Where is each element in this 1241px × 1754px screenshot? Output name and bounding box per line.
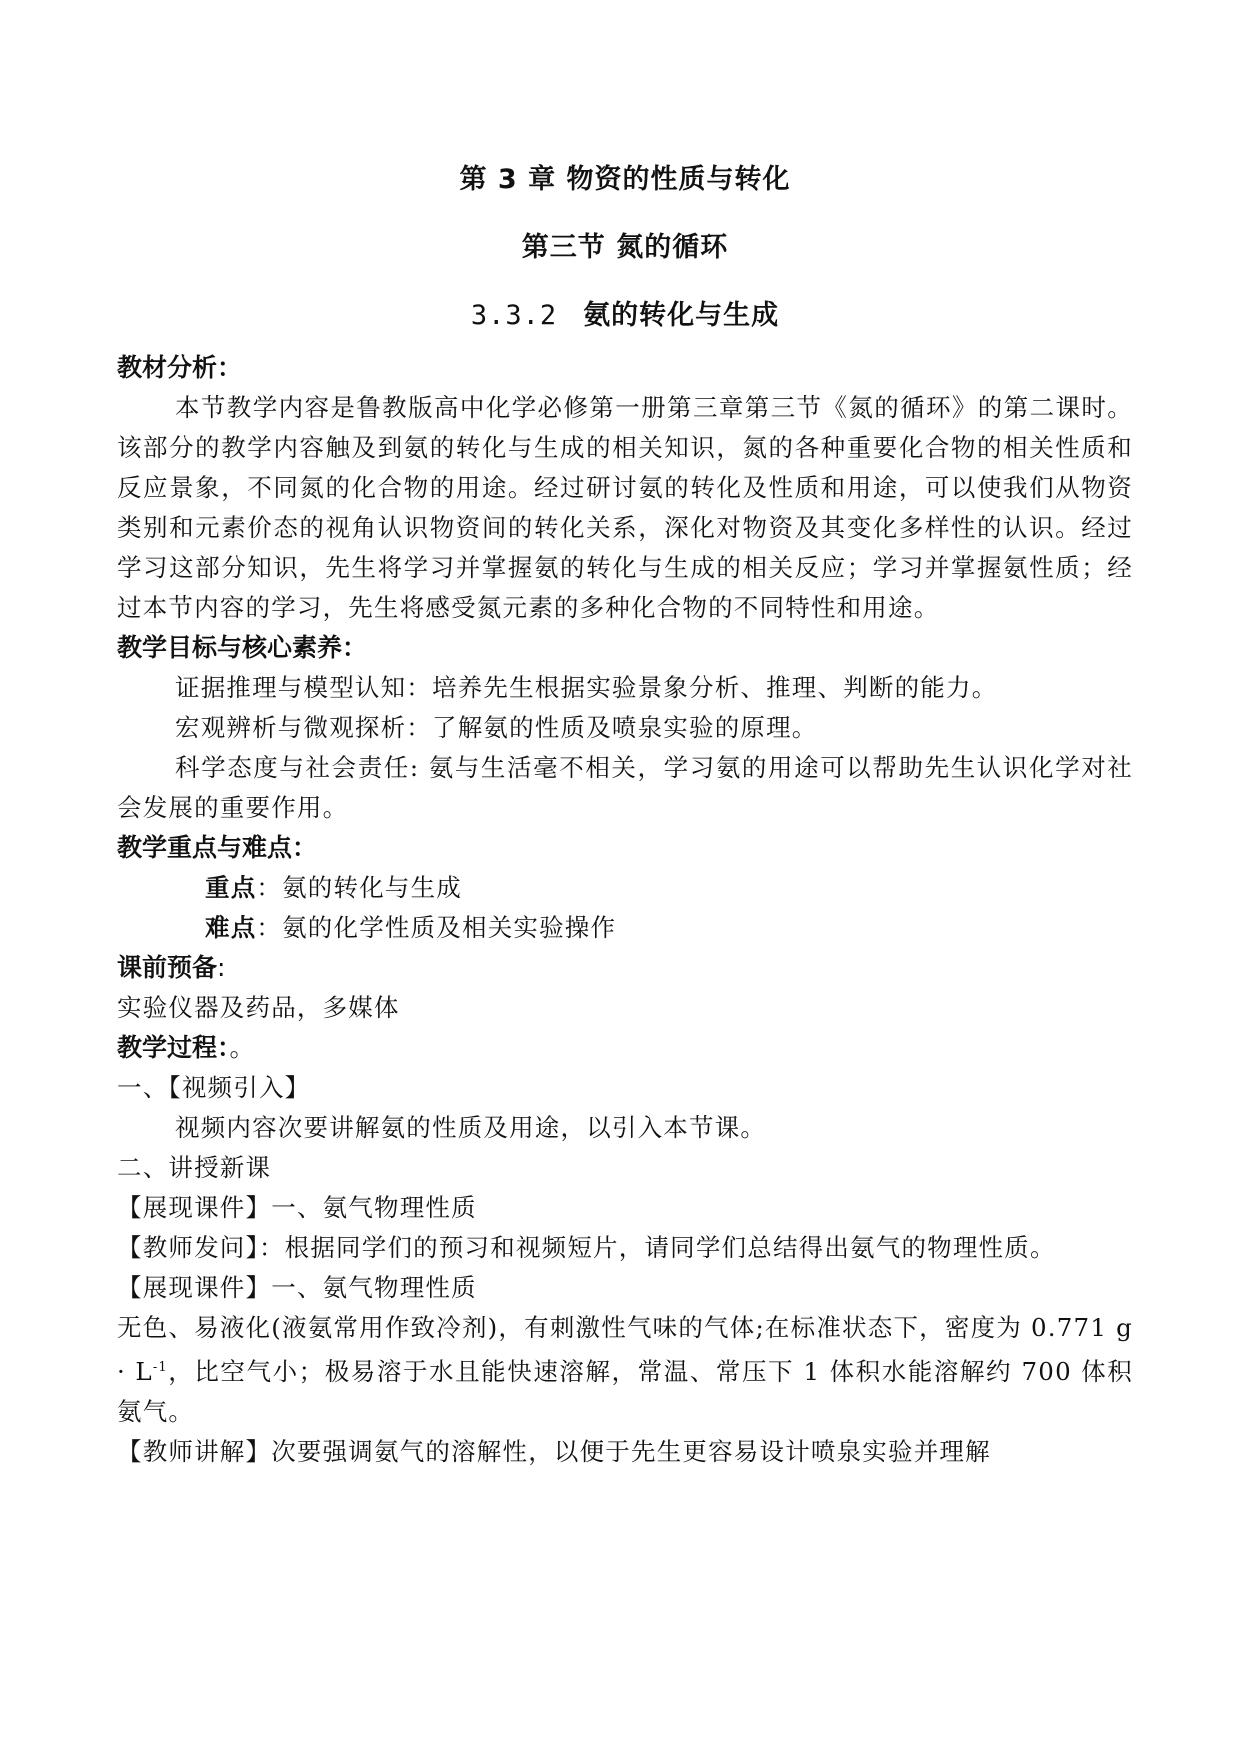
ammonia-properties: [117, 1308, 1133, 1432]
process-heading: [117, 1028, 1133, 1068]
show-slide-line: 【展现课件】一、氨气物理性质: [117, 1193, 477, 1222]
keypoints-heading: 教学重点与难点：: [117, 833, 318, 862]
unit-superscript: -1: [152, 1360, 168, 1375]
chapter-title: 第 3 章 物资的性质与转化: [459, 164, 791, 195]
step-video-text: 视频内容次要讲解氨的性质及用途，以引入本节课。: [175, 1113, 767, 1142]
lesson-number: 3.3.2: [470, 300, 558, 331]
ammonia-properties-part1: 无色、易液化(液氨常用作致冷剂)，有刺激性气味的气体;在标准状态下，密度为 0.771 g · L: [117, 1313, 1133, 1387]
analysis-paragraph: 本节教学内容是鲁教版高中化学必修第一册第三章第三节《氮的循环》的第二课时。该部分的教学内容触及到氨的转化与生成的相关知识，氮的各种重要化合物的相关性质和反应景象，不同氮的化合物的用途。经过研讨氨的转化及性质和用途，可以使我们从物资类别和元素价态的视角认识物资间的转化关系，深化对物资及其变化多样性的认识。经过学习这部分知识，先生将学习并掌握氨的转化与生成的相关反应；学习并掌握氨性质；经过本节内容的学习，先生将感受氮元素的多种化合物的不同特性和用途。: [117, 393, 1133, 622]
teacher-explanation: 【教师讲解】次要强调氨气的溶解性，以便于先生更容易设计喷泉实验并理解: [117, 1437, 991, 1467]
ammonia-properties-part2: ，比空气小；极易溶于水且能快速溶解，常温、常压下 1 体积水能溶解约 700 体积氨气。: [117, 1357, 1133, 1427]
key-point-text: ：氨的转化与生成: [256, 873, 463, 902]
prep-heading: [117, 948, 1133, 988]
teacher-question: 【教师发问】：根据同学们的预习和视频短片，请同学们总结得出氨气的物理性质。: [117, 1233, 1056, 1262]
prep-text: 实验仪器及药品，多媒体: [117, 993, 400, 1022]
goals-heading: 教学目标与核心素养：: [117, 633, 368, 662]
lesson-title: [117, 298, 1133, 334]
step-video-intro: 一、【视频引入】: [117, 1073, 311, 1102]
prep-heading-text: 课前预备: [117, 953, 218, 982]
show-slide-line: 【展现课件】一、氨气物理性质: [117, 1273, 477, 1302]
difficult-point-label: 难点: [205, 913, 257, 942]
key-point-line: [117, 868, 1133, 908]
difficult-point-text: ：氨的化学性质及相关实验操作: [256, 913, 617, 942]
goal-item: 宏观辨析与微观探析：了解氨的性质及喷泉实验的原理。: [175, 713, 818, 742]
process-heading-text: 教学过程：: [117, 1033, 230, 1062]
goal-item: 证据推理与模型认知：培养先生根据实验景象分析、推理、判断的能力。: [175, 673, 998, 702]
document-body: [117, 348, 1133, 1472]
step-new-lesson: 二、讲授新课: [117, 1153, 272, 1182]
key-point-label: 重点: [205, 873, 257, 902]
prep-colon: :: [217, 953, 226, 982]
difficult-point-line: [117, 908, 1133, 948]
section-title: 第三节 氮的循环: [521, 232, 729, 263]
lesson-name: 氨的转化与生成: [583, 300, 780, 331]
process-heading-tail: 。: [229, 1033, 255, 1062]
analysis-heading: 教材分析：: [117, 353, 243, 382]
goal-item: 科学态度与社会责任: 氨与生活毫不相关，学习氨的用途可以帮助先生认识化学对社会发展的重要作用。: [117, 753, 1133, 822]
